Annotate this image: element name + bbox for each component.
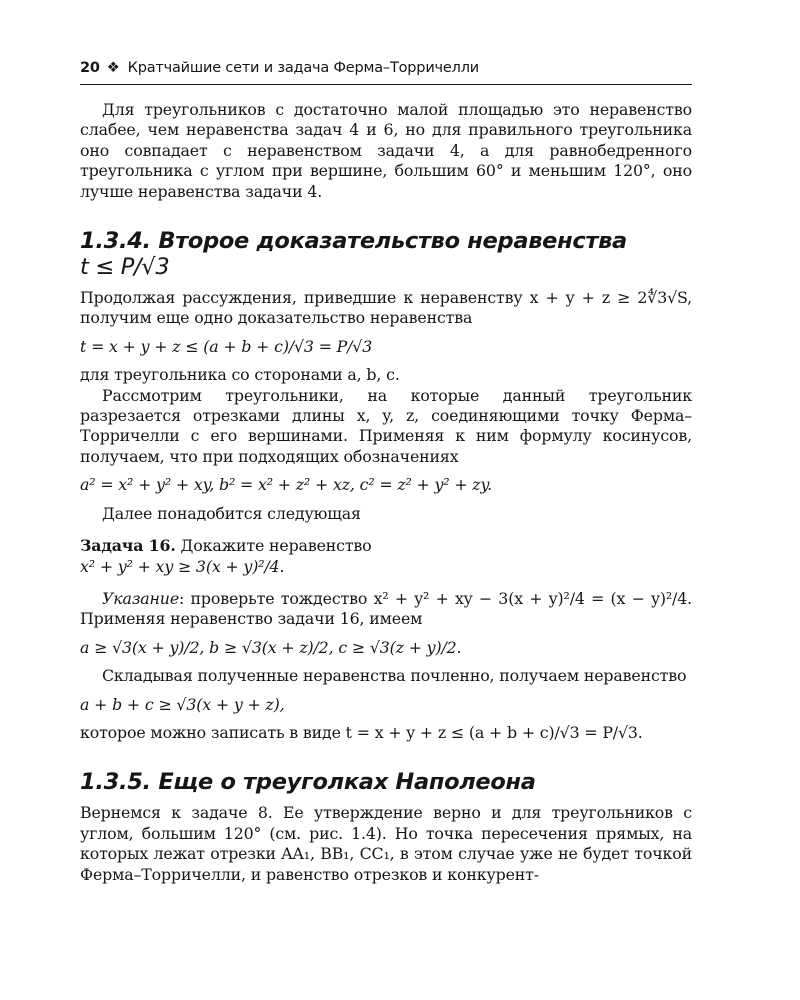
task-16 xyxy=(80,536,692,556)
diamond-ornament-icon: ❖ xyxy=(106,60,120,76)
paragraph-continuation: Продолжая рассуждения, приведшие к неравенству x + y + z ≥ 2∜3√S, получим еще одно доказательство неравенства xyxy=(80,288,692,328)
hint-text: : проверьте тождество x² + y² + xy − 3(x + y)²/4 = (x − y)²/4. Применяя неравенство задачи 16, имеем xyxy=(80,588,692,629)
section-heading-formula: t ≤ P/√3 xyxy=(80,254,170,281)
section-title-1-3-4 xyxy=(80,228,692,280)
section-heading-text: 1.3.4. Второе доказательство неравенства xyxy=(80,228,627,255)
hint-paragraph xyxy=(80,589,692,630)
formula-t-bound: t = x + y + z ≤ (a + b + c)/√3 = P/√3 xyxy=(80,336,373,356)
section-title-1-3-5: 1.3.5. Еще о треуголках Наполеона xyxy=(80,769,536,796)
paragraph-cosine-rule: Рассмотрим треугольники, на которые данный треугольник разрезается отрезками длины x, y, z, соединяющими точку Ферма–Торричелли с его вершинами. Применяя к ним формулу косинусов, получаем, что при подходящих обозначениях xyxy=(80,385,692,466)
page-number: 20 xyxy=(80,60,100,76)
paragraph-napoleon: Вернемся к задаче 8. Ее утверждение верно и для треугольников с углом, большим 120° (см. рис. 1.4). Но точка пересечения прямых, на которых лежат отрезки AA₁, BB₁, CC₁, в этом случае уже не будет точкой Ферма–Торричелли, и равенство отрезков и конкурент- xyxy=(80,803,692,884)
paragraph-intro: Для треугольников с достаточно малой площадью это неравенство слабее, чем неравенства задач 4 и 6, но для правильного треугольника оно совпадает с неравенством задачи 4, а для равнобедренного треугольника с углом при вершине, большим 60° и меньшим 120°, оно лучше неравенства задачи 4. xyxy=(80,100,692,201)
formula-task-16: x² + y² + xy ≥ 3(x + y)²/4. xyxy=(80,556,285,576)
paragraph-next: Далее понадобится следующая xyxy=(102,503,361,523)
formula-side-bounds: a ≥ √3(x + y)/2, b ≥ √3(x + z)/2, c ≥ √3(z + y)/2. xyxy=(80,637,462,657)
running-header xyxy=(80,60,692,76)
paragraph-summing: Складывая полученные неравенства почленно, получаем неравенство xyxy=(102,666,687,686)
header-rule xyxy=(80,84,692,85)
running-title: Кратчайшие сети и задача Ферма–Торричелли xyxy=(127,60,479,76)
page-body xyxy=(80,100,692,885)
paragraph-conclusion: которое можно записать в виде t = x + y + z ≤ (a + b + c)/√3 = P/√3. xyxy=(80,722,643,742)
task-16-text: Докажите неравенство xyxy=(175,536,372,556)
formula-sum-bound: a + b + c ≥ √3(x + y + z), xyxy=(80,694,285,714)
formula-cosine-identities: a² = x² + y² + xy, b² = x² + z² + xz, c² = z² + y² + zy. xyxy=(80,475,493,495)
task-16-label: Задача 16. xyxy=(80,536,176,556)
paragraph-triangle-sides: для треугольника со сторонами a, b, c. xyxy=(80,365,400,385)
hint-label: Указание xyxy=(102,588,180,608)
